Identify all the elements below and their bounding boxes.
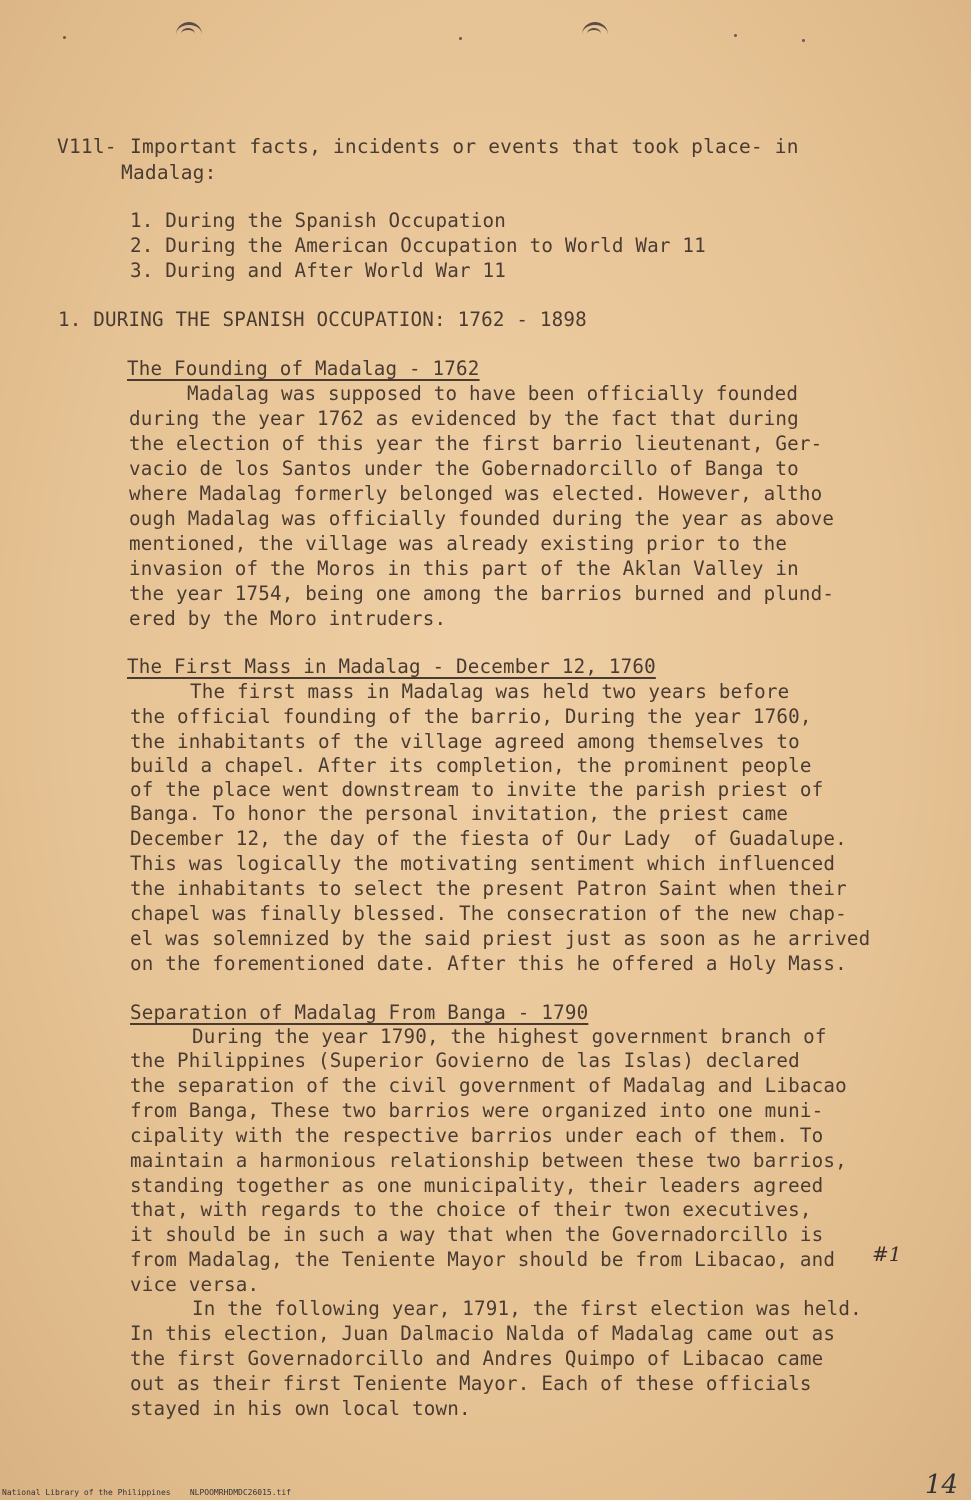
heading-line-2: Madalag: — [121, 161, 217, 184]
text-line: ered by the Moro intruders. — [129, 607, 447, 630]
heading-numeral: V11l- — [57, 135, 117, 158]
text-line: invasion of the Moros in this part of the Aklan Valley in — [129, 557, 799, 580]
text-line: maintain a harmonious relationship between these two barrios, — [130, 1149, 847, 1172]
text-line: vice versa. — [130, 1273, 260, 1296]
outline-item-3: 3. During and After World War 11 — [130, 259, 507, 282]
section-title: 1. DURING THE SPANISH OCCUPATION: 1762 - 1898 — [58, 308, 587, 331]
speck — [459, 37, 462, 40]
text-line: In this election, Juan Dalmacio Nalda of Madalag came out as — [130, 1322, 836, 1345]
speck — [734, 34, 737, 37]
text-line: build a chapel. After its completion, the prominent people — [130, 754, 812, 777]
footer-caption: National Library of the Philippines NLPOOMRHDMDC26015.tif — [2, 1488, 291, 1497]
text-line: chapel was finally blessed. The consecration of the new chap- — [130, 902, 847, 925]
text-line: where Madalag formerly belonged was elected. However, altho — [129, 482, 823, 505]
text-line: In the following year, 1791, the first election was held. — [192, 1297, 862, 1320]
text-line: el was solemnized by the said priest just as soon as he arrived — [130, 927, 871, 950]
text-line: on the forementioned date. After this he offered a Holy Mass. — [130, 952, 847, 975]
text-line: that, with regards to the choice of their twon executives, — [130, 1198, 812, 1221]
speck — [63, 36, 66, 39]
text-line: the Philippines (Superior Govierno de las Islas) declared — [130, 1049, 800, 1072]
text-line: it should be in such a way that when the Governadorcillo is — [130, 1223, 824, 1246]
text-line: Banga. To honor the personal invitation, the priest came — [130, 802, 789, 825]
outline-item-1: 1. During the Spanish Occupation — [130, 209, 507, 232]
text-line: from Banga, These two barrios were organized into one muni- — [130, 1099, 824, 1122]
text-line: the separation of the civil government of Madalag and Libacao — [130, 1074, 847, 1097]
text-line: This was logically the motivating sentiment which influenced — [130, 852, 836, 875]
page-number: 14 — [925, 1470, 959, 1500]
text-line: vacio de los Santos under the Gobernadorcillo of Banga to — [129, 457, 799, 480]
text-line: the election of this year the first barrio lieutenant, Ger- — [129, 432, 823, 455]
text-line: stayed in his own local town. — [130, 1397, 471, 1420]
text-line: the inhabitants of the village agreed among themselves to — [130, 730, 800, 753]
text-line: of the place went downstream to invite the parish priest of — [130, 778, 824, 801]
text-line: ough Madalag was officially founded during the year as above — [129, 507, 835, 530]
text-line: from Madalag, the Teniente Mayor should be from Libacao, and — [130, 1248, 836, 1271]
margin-note: #1 — [872, 1242, 902, 1266]
text-line: during the year 1762 as evidenced by the fact that during — [129, 407, 799, 430]
text-line: the first Governadorcillo and Andres Quimpo of Libacao came — [130, 1347, 824, 1370]
speck — [802, 39, 805, 42]
text-line: mentioned, the village was already existing prior to the — [129, 532, 788, 555]
text-line: Madalag was supposed to have been officially founded — [187, 382, 799, 405]
text-line: During the year 1790, the highest government branch of — [192, 1025, 827, 1048]
subsection-separation-title: Separation of Madalag From Banga - 1790 — [130, 1001, 589, 1024]
subsection-first-mass-title: The First Mass in Madalag - December 12, 1760 — [127, 655, 656, 678]
subsection-founding-title: The Founding of Madalag - 1762 — [127, 357, 480, 380]
text-line: cipality with the respective barrios under each of them. To — [130, 1124, 824, 1147]
outline-item-2: 2. During the American Occupation to World War 11 — [130, 234, 706, 257]
punch-hole-right — [582, 22, 608, 47]
text-line: the year 1754, being one among the barrios burned and plund- — [129, 582, 835, 605]
text-line: standing together as one municipality, their leaders agreed — [130, 1174, 824, 1197]
text-line: out as their first Teniente Mayor. Each of these officials — [130, 1372, 812, 1395]
text-line: December 12, the day of the fiesta of Our Lady of Guadalupe. — [130, 827, 847, 850]
text-line: the inhabitants to select the present Patron Saint when their — [130, 877, 847, 900]
punch-hole-left — [176, 22, 202, 47]
heading-line-1: Important facts, incidents or events that took place- in — [130, 135, 799, 158]
text-line: The first mass in Madalag was held two years before — [190, 680, 790, 703]
text-line: the official founding of the barrio, During the year 1760, — [130, 705, 812, 728]
